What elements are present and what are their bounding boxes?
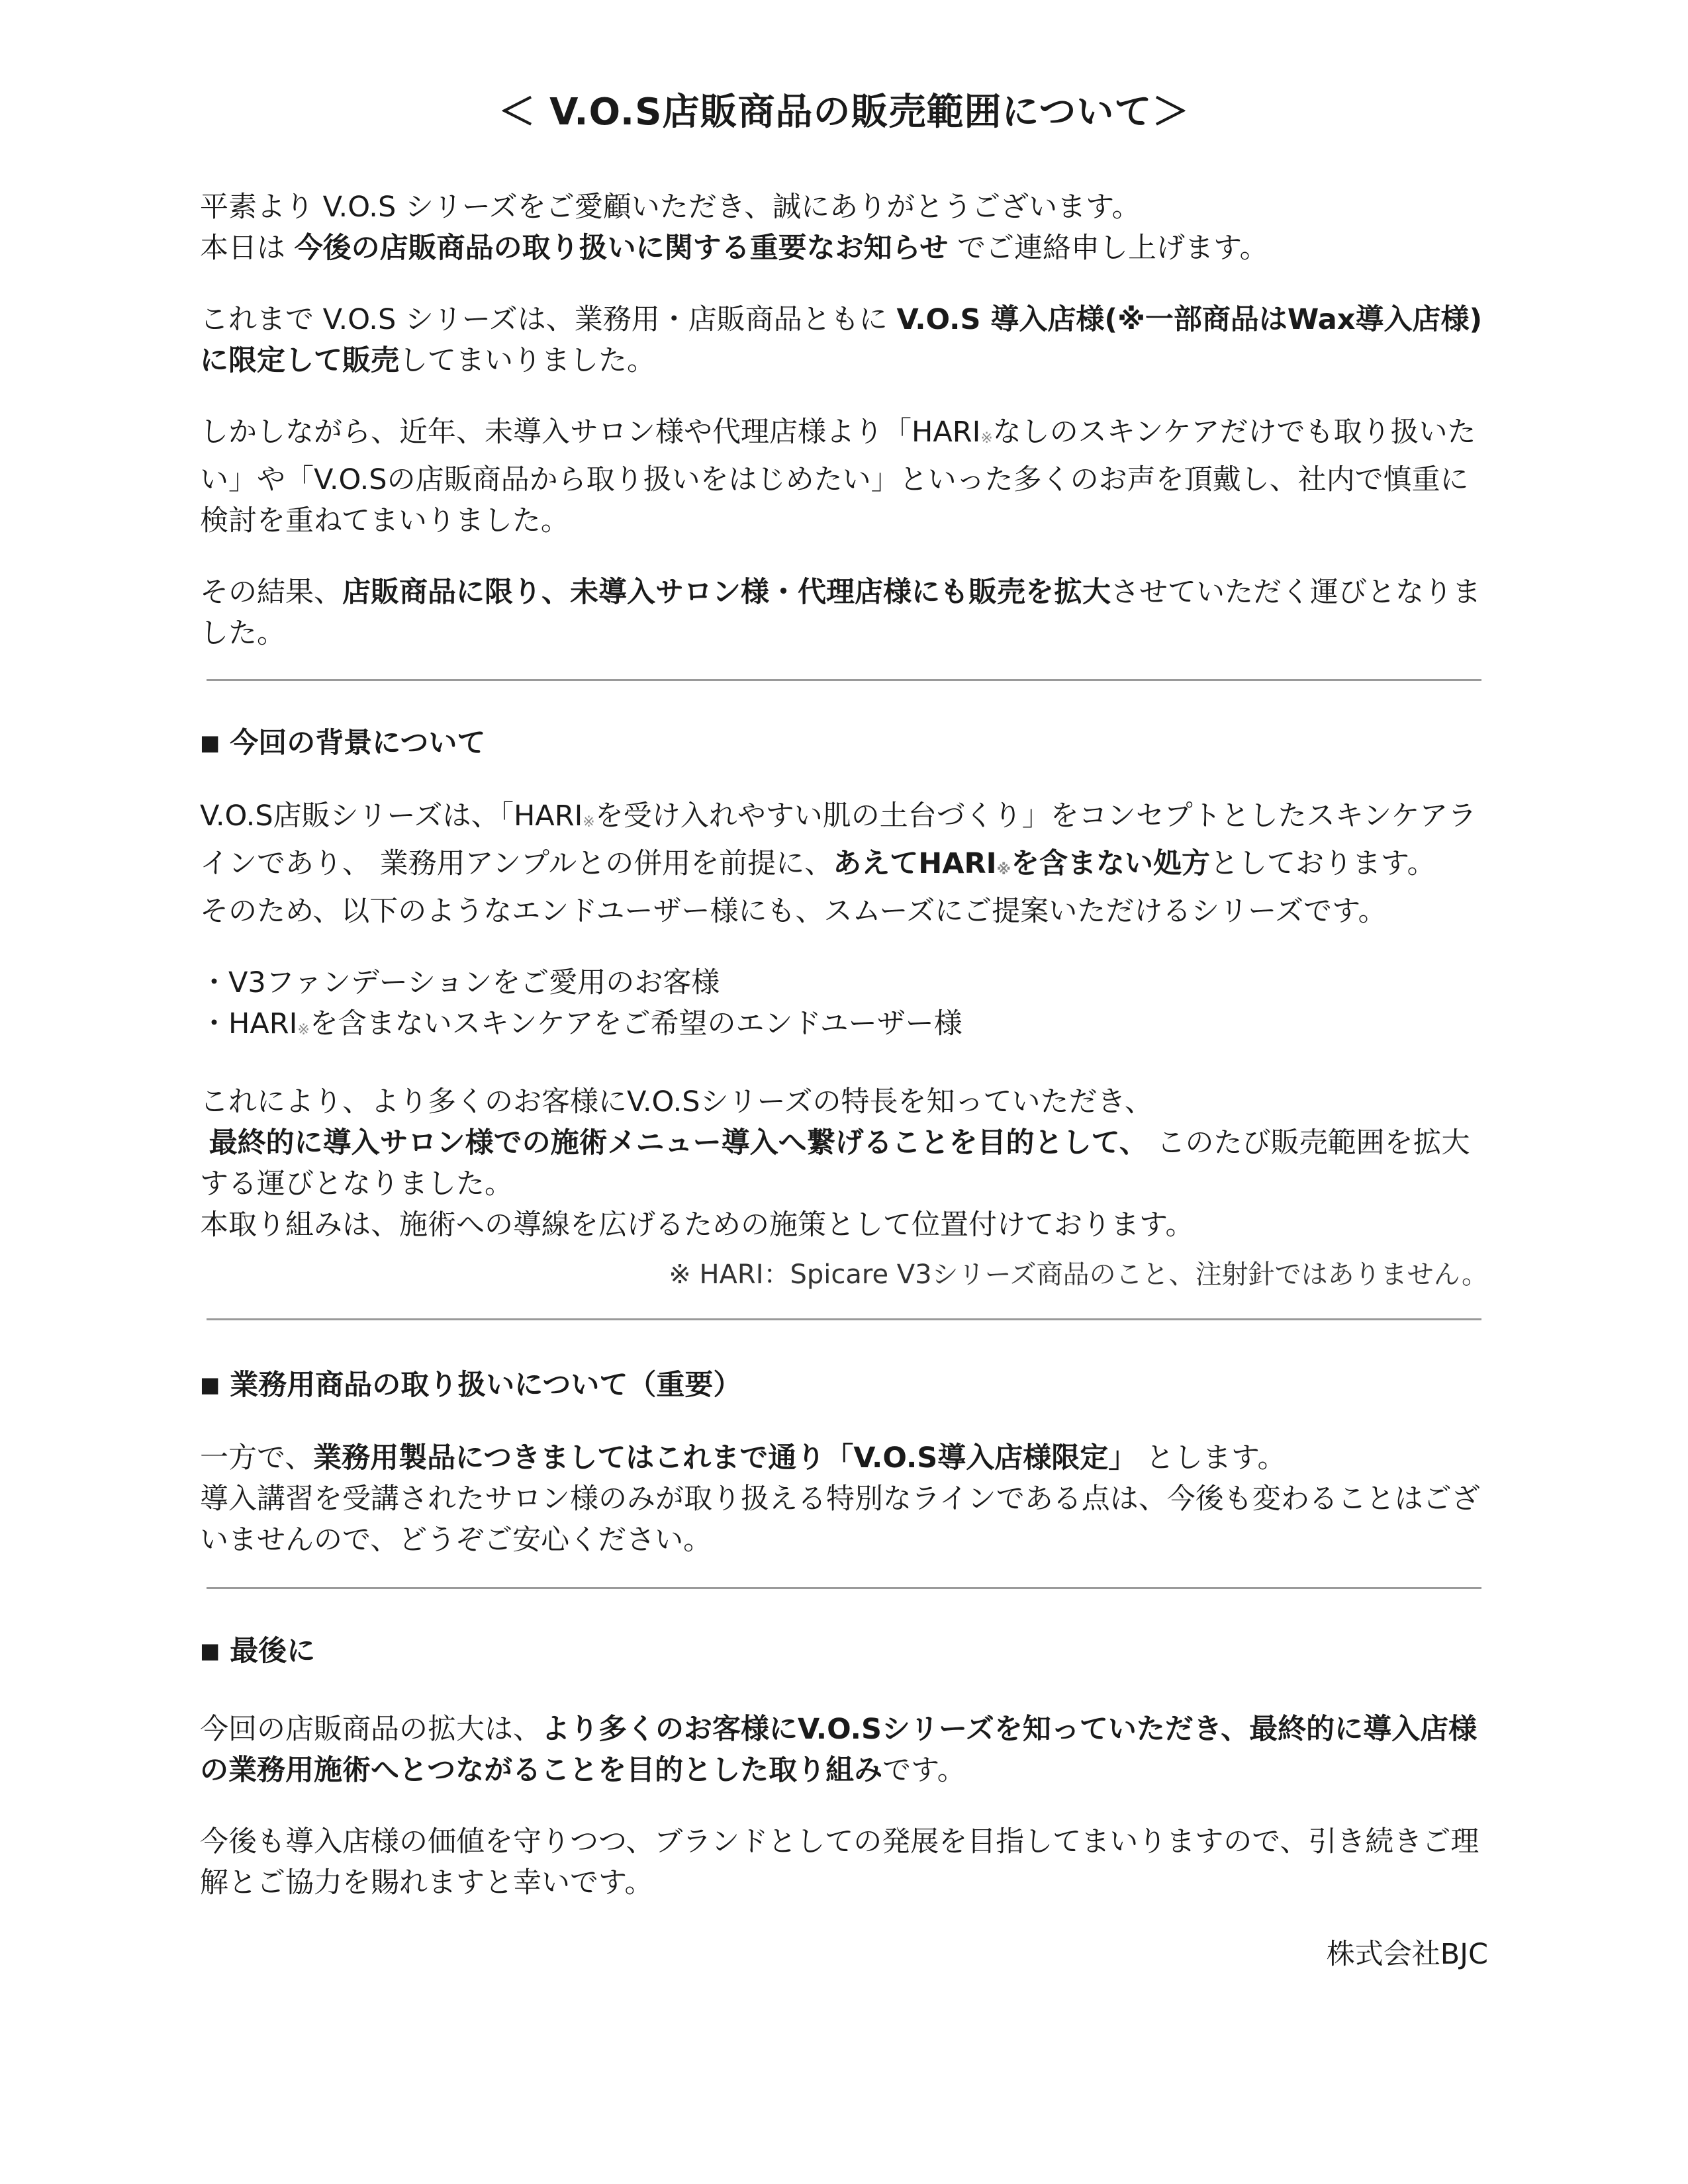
- business-paragraph: [200, 1437, 1488, 1561]
- text-fragment: を含まないスキンケアをご希望のエンドユーザー様: [309, 1007, 962, 1040]
- text-bold: 業務用製品につきましてはこれまで通り「V.O.S導入店様限定」: [313, 1441, 1137, 1475]
- footnote: ※ HARI：Spicare V3シリーズ商品のこと、注射針ではありません。: [669, 1259, 1488, 1290]
- background-paragraph-3: [200, 1081, 1488, 1246]
- text-line: これにより、より多くのお客様にV.O.Sシリーズの特長を知っていただき、: [200, 1085, 1153, 1118]
- notice-document: [200, 86, 1488, 1975]
- section-heading-final: [200, 1630, 1488, 1672]
- background-paragraph-2: そのため、以下のようなエンドユーザー様にも、スムーズにご提案いただけるシリーズです。: [200, 895, 1387, 928]
- result-paragraph: [200, 572, 1488, 654]
- page-title: ＜ V.O.S店販商品の販売範囲について＞: [498, 91, 1190, 134]
- square-bullet-icon: ■: [200, 1638, 220, 1663]
- text-line: [200, 1122, 1488, 1205]
- text-line: 導入講習を受講されたサロン様のみが取り扱える特別なラインである点は、今後も変わることはございませんので、どうぞご安心ください。: [200, 1482, 1480, 1557]
- section-heading-business: [200, 1364, 1488, 1406]
- intro-line2: [200, 228, 1488, 269]
- text-fragment: 一方で、: [200, 1441, 314, 1475]
- intro-paragraph: [200, 187, 1488, 269]
- text-fragment: としております。: [1210, 847, 1436, 880]
- text-line: 本取り組みは、施術への導線を広げるための施策として位置付けております。: [200, 1208, 1194, 1242]
- result-pre: その結果、: [200, 576, 342, 609]
- intro-line2-pre: 本日は: [200, 232, 295, 265]
- text-fragment: を受け入れやすい肌の土台づくり」をコンセプトとしたスキンケアラインであり、 業務用アンプルとの併用を前提に、: [200, 799, 1477, 880]
- square-bullet-icon: ■: [200, 730, 220, 755]
- result-bold: 店販商品に限り、未導入サロン様・代理店様にも販売を拡大: [342, 576, 1111, 609]
- text-bold: より多くのお客様にV.O.Sシリーズを知っていただき、最終的に導入店様の業務用施術へとつながることを目的とした取り組み: [200, 1713, 1477, 1787]
- list-item: ・V3ファンデーションをご愛用のお客様: [200, 966, 720, 999]
- history-post: してまいりました。: [399, 344, 655, 377]
- footnote-mark: ※: [583, 814, 595, 831]
- history-bold: V.O.S 導入店様(※一部商品はWax導入店様)に限定して販売: [200, 303, 1483, 377]
- final-paragraph-2: 今後も導入店様の価値を守りつつ、ブランドとしての発展を目指してまいりますので、引き続きご理解とご協力を賜れますと幸いです。: [200, 1825, 1479, 1899]
- divider: [207, 1587, 1481, 1589]
- result-post: させていただく運びとなりました。: [200, 576, 1481, 650]
- text-fragment: V.O.S店販シリーズは、「HARI: [200, 799, 583, 833]
- text-fragment: です。: [882, 1754, 966, 1787]
- bullet-list: [200, 962, 1488, 1051]
- intro-line2-post: でご連絡申し上げます。: [948, 232, 1268, 265]
- text-bold: あえてHARI: [833, 847, 997, 880]
- text-fragment: ・HARI: [200, 1007, 298, 1040]
- footnote-mark: ※: [297, 1022, 310, 1038]
- final-paragraph-1: [200, 1709, 1488, 1791]
- history-paragraph: [200, 299, 1488, 381]
- intro-line1: 平素より V.O.S シリーズをご愛顧いただき、誠にありがとうございます。: [200, 191, 1141, 224]
- however-pre: しかしながら、近年、未導入サロン様や代理店様より「HARI: [200, 416, 981, 449]
- footnote-mark: ※: [980, 430, 993, 447]
- section-heading-text: 業務用商品の取り扱いについて（重要）: [230, 1369, 742, 1402]
- history-pre: これまで V.O.S シリーズは、業務用・店販商品ともに: [200, 303, 897, 336]
- square-bullet-icon: ■: [200, 1372, 220, 1397]
- text-fragment: 今回の店販商品の拡大は、: [200, 1713, 541, 1746]
- footnote-mark: ※: [996, 862, 1011, 878]
- intro-line2-bold: 今後の店販商品の取り扱いに関する重要なお知らせ: [294, 232, 949, 265]
- background-paragraph-1: [200, 796, 1488, 891]
- text-bold: 最終的に導入サロン様での施術メニュー導入へ繋げることを目的として、: [209, 1126, 1148, 1160]
- divider: [207, 679, 1481, 681]
- section-heading-text: 今回の背景について: [230, 727, 486, 760]
- text-fragment: このたび販売範囲を拡大する運びとなりました。: [200, 1126, 1470, 1201]
- section-heading-background: [200, 722, 1488, 764]
- company-signature: 株式会社BJC: [1326, 1938, 1488, 1971]
- text-fragment: とします。: [1137, 1441, 1286, 1475]
- text-bold: を含まない処方: [1011, 847, 1211, 880]
- text-line: [200, 1437, 1488, 1479]
- divider: [207, 1318, 1481, 1320]
- however-paragraph: [200, 412, 1488, 541]
- section-heading-text: 最後に: [230, 1635, 316, 1668]
- list-item: [200, 1003, 1488, 1051]
- however-post: なしのスキンケアだけでも取り扱いたい」や「V.O.Sの店販商品から取り扱いをはじめたい」といった多くのお声を頂戴し、社内で慎重に検討を重ねてまいりました。: [200, 416, 1476, 537]
